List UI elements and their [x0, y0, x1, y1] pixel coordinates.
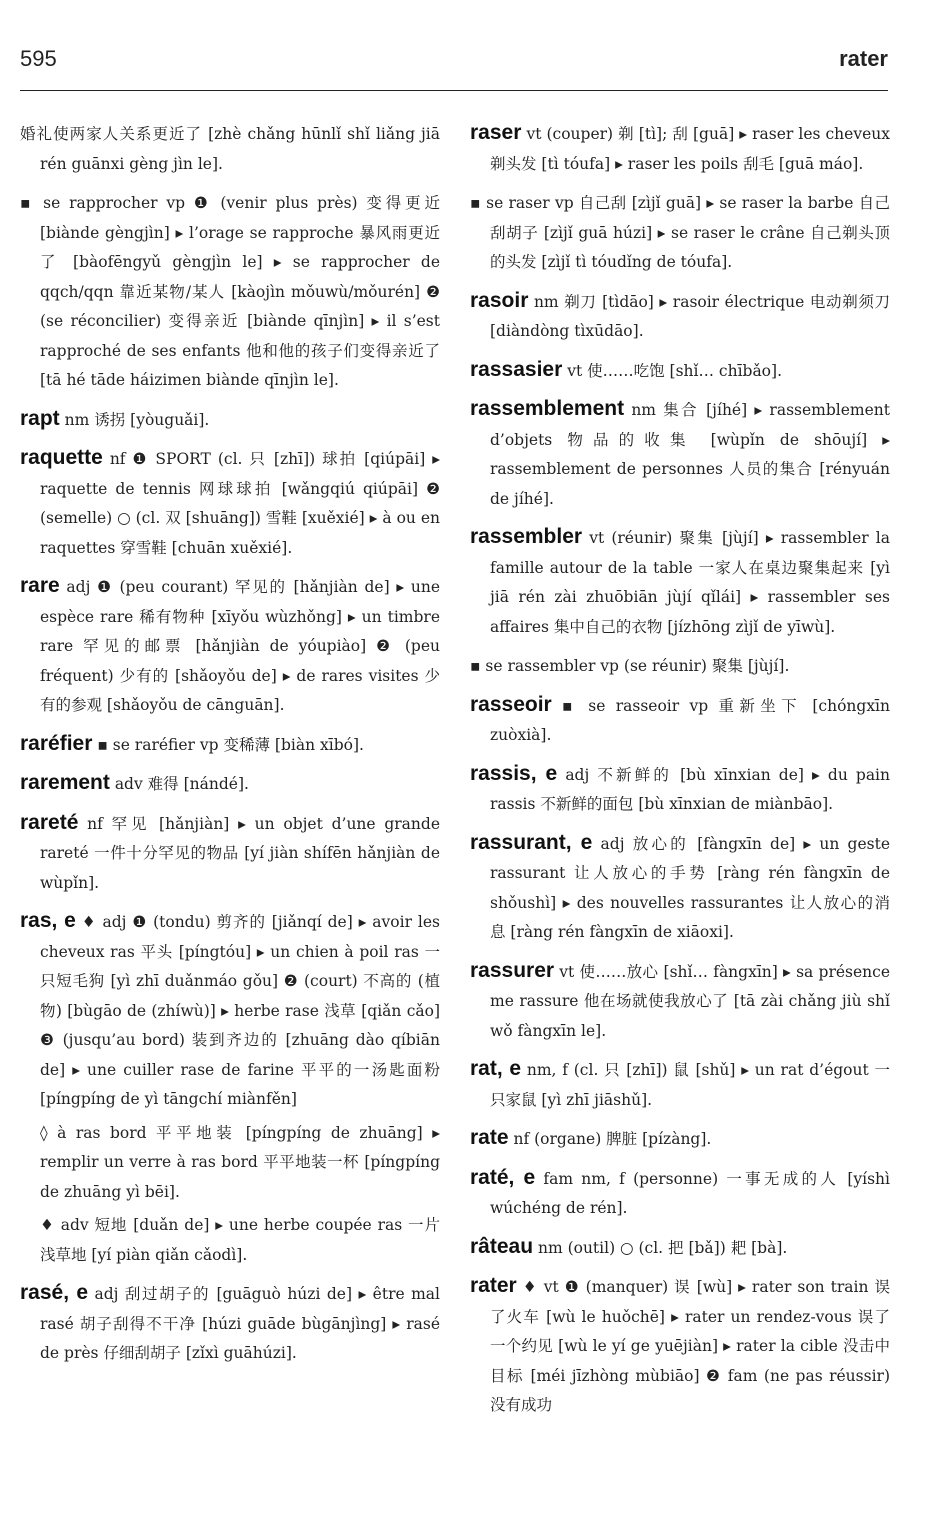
- entry-headword: rassurer: [470, 958, 555, 982]
- entry-body: nf (organe) 脾脏 [pízàng].: [508, 1130, 712, 1148]
- dictionary-entry: [20, 1278, 440, 1369]
- entry-body: adj ❶ (peu courant) 罕见的 [hǎnjiàn de] ▸ une espèce rare 稀有物种 [xīyǒu wùzhǒng] ▸ un timbre rare 罕见的邮票 [hǎnjiàn de yóupiào] ❷ (peu fréquent) 少有的 [shǎoyǒu de] ▸ de rares visites 少有的参观 [shǎoyǒu de cānguān].: [40, 578, 440, 714]
- entry-headword: rater: [470, 1274, 517, 1297]
- dictionary-entry: [470, 522, 890, 642]
- dictionary-entry: [470, 828, 890, 948]
- entry-headword: rassembler: [470, 525, 583, 548]
- entry-headword: rareté: [20, 810, 79, 834]
- dictionary-entry: [20, 768, 440, 800]
- page-header: [20, 40, 888, 91]
- entry-body: vt 使……吃饱 [shǐ… chībǎo].: [562, 361, 782, 380]
- entry-body: vt 使……放心 [shǐ… fàngxīn] ▸ sa présence me rassure 他在场就使我放心了 [tā zài chǎng jiù shǐ wǒ fàngxīn le].: [490, 962, 890, 1040]
- dictionary-entry: [470, 690, 890, 751]
- entry-headword: rasé, e: [20, 1281, 89, 1304]
- entry-headword: rasoir: [470, 288, 529, 312]
- entry-headword: râteau: [470, 1234, 534, 1258]
- entry-body: ▪ se raser vp 自己刮 [zìjǐ guā] ▸ se raser la barbe 自己刮胡子 [zìjǐ guā húzi] ▸ se raser le crâne 自己剃头顶的头发 [zìjǐ tì tóudǐng de tóufa].: [470, 194, 890, 271]
- entry-body: adj 不新鲜的 [bù xīnxian de] ▸ du pain rassis 不新鲜的面包 [bù xīnxian de miànbāo].: [490, 765, 890, 813]
- dictionary-entry: [20, 118, 440, 179]
- entry-headword: rat, e: [470, 1057, 522, 1080]
- dictionary-entry: [20, 404, 440, 436]
- entry-body: ♦ adj ❶ (tondu) 剪齐的 [jiǎnqí de] ▸ avoir les cheveux ras 平头 [píngtóu] ▸ un chien à poil ras 一只短毛狗 [yì zhī duǎnmáo gǒu] ❷ (court) 不高的 (植物) [bùgāo de (zhíwù)] ▸ herbe rase 浅草 [qiǎn cǎo] ❸ (jusqu’au bord) 装到齐边的 [zhuāng dào qíbiān de] ▸ une cuiller rase de farine 平平的一汤匙面粉 [píngpíng de yì tāngchí miànfěn]: [40, 913, 440, 1108]
- entry-headword: rassurant, e: [470, 830, 593, 854]
- entry-headword: rare: [20, 574, 60, 597]
- dictionary-entry: [20, 729, 440, 761]
- entry-headword: rasseoir: [470, 692, 552, 716]
- entry-body: nm, f (cl. 只 [zhī]) 鼠 [shǔ] ▸ un rat d’égout 一只家鼠 [yì zhī jiāshǔ].: [490, 1061, 890, 1109]
- entry-body: vt (couper) 剃 [tì]; 刮 [guā] ▸ raser les cheveux 剃头发 [tì tóufa] ▸ raser les poils 刮毛 [guā máo].: [490, 125, 890, 173]
- dictionary-subentry: [20, 1117, 440, 1208]
- entry-body: adj 刮过胡子的 [guāguò húzi de] ▸ être mal rasé 胡子刮得不干净 [húzi guāde bùgānjìng] ▸ rasé de près 仔细刮胡子 [zǐxì guāhúzi].: [40, 1285, 440, 1362]
- dictionary-entry: [20, 808, 440, 899]
- dictionary-entry: [470, 759, 890, 820]
- entry-body: nm 剃刀 [tìdāo] ▸ rasoir électrique 电动剃须刀 [diàndòng tìxūdāo].: [490, 292, 890, 340]
- entry-body: ▪ se raréfier vp 变稀薄 [biàn xībó].: [92, 735, 364, 754]
- left-column: [20, 118, 440, 1518]
- entry-body: fam nm, f (personne) 一事无成的人 [yíshì wúchéng de rén].: [490, 1169, 890, 1217]
- entry-body: ▪ se rasseoir vp 重新坐下 [chóngxīn zuòxià].: [490, 696, 890, 744]
- page-number: 595: [20, 46, 57, 71]
- entry-body: ♦ vt ❶ (manquer) 误 [wù] ▸ rater son train 误了火车 [wù le huǒchē] ▸ rater un rendez-vous 误了一个约见 [wù le yí ge yuējiàn] ▸ rater la cible 没击中目标 [méi jīzhòng mùbiāo] ❷ fam (ne pas réussir) 没有成功: [490, 1278, 890, 1414]
- running-head: rater: [839, 46, 888, 71]
- dictionary-entry: [470, 187, 890, 278]
- entry-headword: rassis, e: [470, 761, 558, 785]
- dictionary-entry: [470, 1123, 890, 1155]
- dictionary-entry: [470, 650, 890, 682]
- dictionary-entry: [470, 394, 890, 514]
- entry-headword: raté, e: [470, 1165, 536, 1189]
- entry-headword: raréfier: [20, 731, 93, 755]
- dictionary-entry: [20, 571, 440, 721]
- dictionary-subentry: [20, 1209, 440, 1270]
- dictionary-entry: [470, 1232, 890, 1264]
- dictionary-entry: [470, 1054, 890, 1115]
- dictionary-entry: [470, 956, 890, 1047]
- entry-body: adj 放心的 [fàngxīn de] ▸ un geste rassurant 让人放心的手势 [ràng rén fàngxīn de shǒushì] ▸ des nouvelles rassurantes 让人放心的消息 [ràng rén fàngxīn de xiāoxi].: [490, 834, 890, 941]
- entry-headword: rarement: [20, 771, 110, 794]
- entry-body: ♦ adv 短地 [duǎn de] ▸ une herbe coupée ras 一片浅草地 [yí piàn qiǎn cǎodì].: [40, 1216, 440, 1264]
- entry-body: nm 诱拐 [yòuguǎi].: [59, 410, 210, 429]
- entry-body: ▪ se rassembler vp (se réunir) 聚集 [jùjí].: [470, 657, 790, 675]
- entry-headword: rapt: [20, 406, 60, 430]
- entry-headword: ras, e: [20, 909, 76, 932]
- entry-headword: rassasier: [470, 357, 563, 381]
- dictionary-entry: [470, 1163, 890, 1224]
- right-column: [470, 118, 890, 1518]
- entry-body: 婚礼使两家人关系更近了 [zhè chǎng hūnlǐ shǐ liǎng jiā rén guānxi gèng jìn le].: [20, 125, 440, 173]
- entry-body: adv 难得 [nándé].: [109, 775, 249, 793]
- entry-headword: rate: [470, 1126, 509, 1149]
- entry-body: vt (réunir) 聚集 [jùjí] ▸ rassembler la famille autour de la table 一家人在桌边聚集起来 [yì jiā rén zài zhuōbiān jùjí qǐlái] ▸ rassembler ses affaires 集中自己的衣物 [jízhōng zìjǐ de yīwù].: [490, 529, 890, 636]
- entry-body: nf 罕见 [hǎnjiàn] ▸ un objet d’une grande rareté 一件十分罕见的物品 [yí jiàn shífēn hǎnjiàn de wùpǐn].: [40, 814, 440, 892]
- entry-headword: rassemblement: [470, 397, 625, 420]
- dictionary-entry: [470, 1271, 890, 1421]
- dictionary-entry: [470, 355, 890, 387]
- dictionary-entry: [470, 118, 890, 179]
- entry-body: ▪ se rapprocher vp ❶ (venir plus près) 变得更近 [biànde gèngjìn] ▸ l’orage se rapproche 暴风雨更近了 [bàofēngyǔ gèngjìn le] ▸ se rapprocher de qqch/qqn 靠近某物/某人 [kàojìn mǒuwù/mǒurén] ❷ (se réconcilier) 变得亲近 [biànde qīnjìn] ▸ il s’est rapproché de ses enfants 他和他的孩子们变得亲近了 [tā hé tāde háizimen biànde qīnjìn le].: [20, 194, 440, 389]
- entry-body: nm (outil) ○ (cl. 把 [bǎ]) 耙 [bà].: [533, 1238, 788, 1257]
- entry-body: nf ❶ SPORT (cl. 只 [zhī]) 球拍 [qiúpāi] ▸ raquette de tennis 网球球拍 [wǎngqiú qiúpāi] ❷ (semelle) ○ (cl. 双 [shuāng]) 雪鞋 [xuěxié] ▸ à ou en raquettes 穿雪鞋 [chuān xuěxié].: [40, 450, 440, 557]
- dictionary-entry: [20, 187, 440, 396]
- entry-headword: raser: [470, 121, 522, 144]
- entry-body: nm 集合 [jíhé] ▸ rassemblement d’objets 物品的收集 [wùpǐn de shōují] ▸ rassemblement de personnes 人员的集合 [rényuán de jíhé].: [490, 401, 890, 508]
- dictionary-entry: [20, 443, 440, 563]
- dictionary-entry: [20, 906, 440, 1115]
- entry-headword: raquette: [20, 446, 103, 469]
- entry-body: ◊ à ras bord 平平地装 [píngpíng de zhuāng] ▸ remplir un verre à ras bord 平平地装一杯 [píngpíng de zhuāng yì bēi].: [40, 1123, 440, 1201]
- dictionary-entry: [470, 286, 890, 347]
